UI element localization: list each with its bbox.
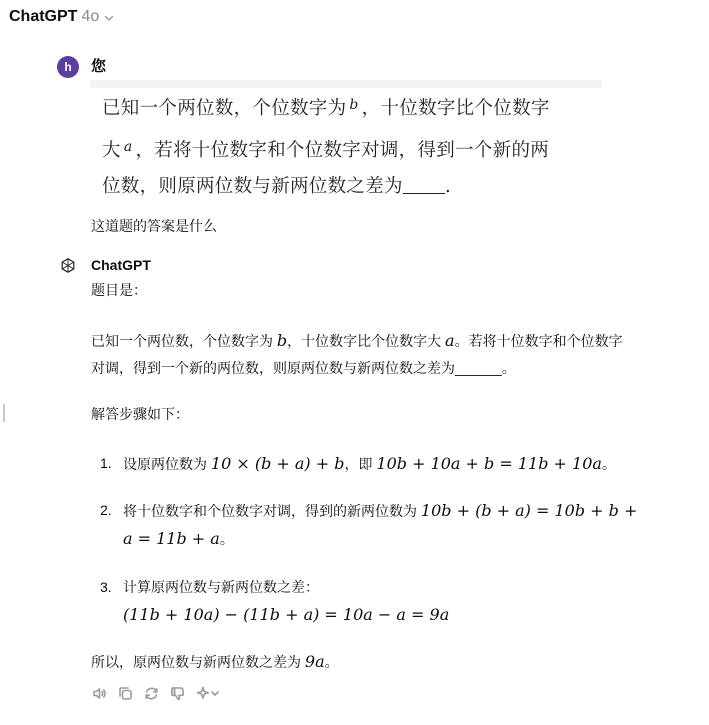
step-text: 。 xyxy=(601,456,616,472)
conclusion-math: 9a xyxy=(304,652,325,671)
question-text: ，若将十位数字和个位数字对调，得到一个新的两 xyxy=(135,140,550,161)
message-toolbar xyxy=(91,684,221,702)
question-line-3 xyxy=(102,172,451,198)
steps-heading: 解答步骤如下： xyxy=(91,406,189,422)
question-text: ，十位数字比个位数字 xyxy=(361,98,550,119)
step-item-2 xyxy=(100,497,690,553)
chevron-down-icon xyxy=(103,11,115,23)
step-math: 10 × (b + a) + b xyxy=(210,454,345,473)
question-symbol-b: b xyxy=(349,97,359,113)
thumbs-down-icon[interactable] xyxy=(169,685,186,702)
step-math: (11b + 10a) − (11b + a) = 10a − a = 9a xyxy=(123,605,450,624)
step-text: 设原两位数为 xyxy=(123,456,211,472)
step-text: 将十位数字和个位数字对调，得到的新两位数为 xyxy=(123,503,421,519)
scroll-marker xyxy=(3,404,5,422)
step-text: 计算原两位数与新两位数之差： xyxy=(123,579,319,595)
math-symbol-a: a xyxy=(445,331,455,350)
user-name: 您 xyxy=(91,58,107,75)
conclusion-text: 所以，原两位数与新两位数之差为 xyxy=(91,654,305,670)
math-symbol-b: b xyxy=(276,331,288,350)
question-image-text xyxy=(90,80,602,198)
question-text: 已知一个两位数，个位数字为 xyxy=(102,98,347,119)
step-number: 2. xyxy=(100,502,112,518)
question-text: 位数，则原两位数与新两位数之差为 xyxy=(102,176,403,197)
conclusion-text: 。 xyxy=(324,654,339,670)
answer-intro: 题目是： xyxy=(91,282,147,298)
restatement-text: 已知一个两位数，个位数字为 xyxy=(91,333,277,349)
user-message: 这道题的答案是什么 xyxy=(91,218,217,234)
speaker-icon[interactable] xyxy=(91,685,108,702)
copy-icon[interactable] xyxy=(117,685,134,702)
app-name: ChatGPT xyxy=(9,8,78,25)
model-selector[interactable] xyxy=(9,6,115,28)
sparkle-model-icon[interactable] xyxy=(195,685,221,702)
step-number: 3. xyxy=(100,579,112,595)
step-item-3 xyxy=(100,574,690,629)
step-text: 。 xyxy=(219,531,234,547)
step-item-1 xyxy=(100,450,690,478)
step-math: 10b + 10a + b = 11b + 10a xyxy=(376,454,602,473)
assistant-name: ChatGPT xyxy=(91,257,151,273)
step-math: a = 11b + a xyxy=(123,529,220,548)
user-avatar: h xyxy=(57,56,79,78)
regenerate-icon[interactable] xyxy=(143,685,160,702)
question-text: . xyxy=(444,176,451,197)
model-name: 4o xyxy=(81,8,100,25)
question-line-2 xyxy=(102,136,549,162)
restatement-text: 。若将十位数字和个位数字 xyxy=(454,333,623,349)
step-number: 1. xyxy=(100,455,112,471)
step-text: ，即 xyxy=(344,456,377,472)
restatement-text: 对调，得到一个新的两位数，则原两位数与新两位数之差为______。 xyxy=(91,360,516,376)
chatgpt-logo-icon xyxy=(59,257,77,275)
question-symbol-a: a xyxy=(123,139,133,155)
step-math: 10b + (b + a) = 10b + b + xyxy=(420,501,638,520)
question-text: 大 xyxy=(102,140,121,161)
question-line-1 xyxy=(102,94,550,120)
answer-restatement xyxy=(91,327,701,382)
answer-conclusion xyxy=(91,650,701,674)
answer-blank xyxy=(403,177,445,194)
restatement-text: ，十位数字比个位数字大 xyxy=(287,333,446,349)
